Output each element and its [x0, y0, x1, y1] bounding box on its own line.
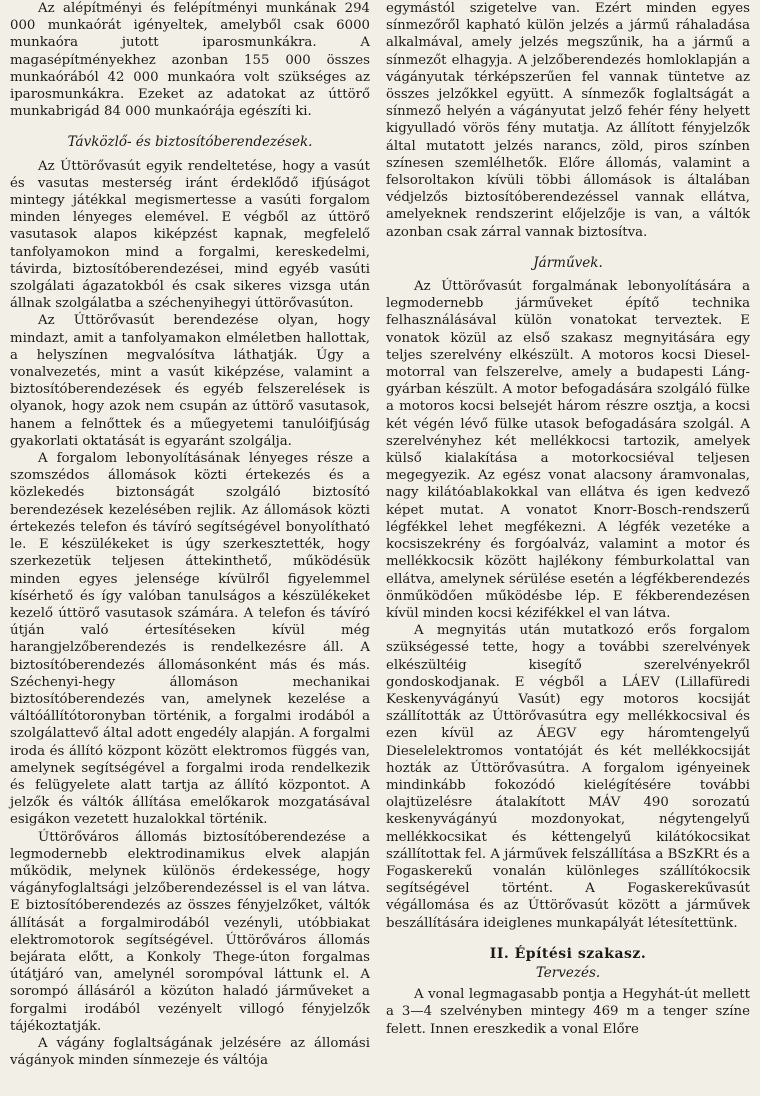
left-column [10, 0, 370, 1069]
part-title: II. Építési szakasz. [489, 945, 647, 962]
continued-paragraph: egymástól szigetelve van. Ezért minden egyes sínmezőről kapható külön jelzés a jármű ráhaladása alkalmával, amely jelzés megszűnik, ha a jármű a sínmezőt elhagyja. A jelzőberendezés homloklapján a vágányutak térképszerűen fel vannak tüntetve az összes jelzőkkel együtt. A sínmezők foglaltságát a sínmező helyén a vágányutat jelző fehér fény helyett kigyulladó vörös fény mutatja. Az állított fényjelzők által mutatott jelzés narancs, zöld, piros színben színesen szemlélhetők. Előre állomás, valamint a felsoroltakon kívüli többi állomások is általában védjelzős biztosítóberendezéssel vannak ellátva, amelyeknek rendszerint előjelzője is van, a váltók azonban csak zárral vannak biztosítva. [386, 1, 750, 240]
paragraph: Az Úttörővasút berendezése olyan, hogy mindazt, amit a tanfolyamakon elméletben hallottak, a helyszínen megvalósítva láthatják. Úgy a vonalvezetés, mint a vasút kiképzése, valamint a biztosítóberendezések és egyéb felszerelések is olyanok, hogy azok nem csupán az úttörő vasutasok, hanem a felnőttek és a műegyetemi tanulóifjúság gyakorlati oktatását is egyaránt szolgálja. [10, 313, 370, 449]
paragraph: Az Úttörővasút egyik rendeltetése, hogy a vasút és vasutas mesterség iránt érdeklődő ifjúságot mintegy játékkal megismertesse a vasúti forgalom minden lényeges elemével. E végből az úttörő vasutasok alapos kiképzést kapnak, megfelelő tanfolyamokon mind a forgalmi, kereskedelmi, távirda, biztosítóberendezései, mind egyéb vasúti szolgálati ágazatokból és csak sikeres vizsga után állnak szolgálatba a széchenyihegyi úttörővasúton. [10, 158, 370, 312]
final-paragraph: A vonal legmagasabb pontja a Hegyhát-út mellett a 3—4 szelvényben mintegy 469 m a tenger színe felett. Innen ereszkedik a vonal Előre [386, 987, 750, 1037]
right-column [386, 0, 750, 1038]
paragraph: A forgalom lebonyolításának lényeges része a szomszédos állomások közti értekezés és a közlekedés biztonságát szolgáló biztosító berendezések kezelésében rejlik. Az állomások közti értekezés telefon és távíró segítségével bonyolítható le. E készülékeket is úgy szerkesztették, hogy szerkezetük teljesen áttekinthető, működésük minden egyes jelensége kívülről figyelemmel kísérhető és így valóban tanulságos a készülékeket kezelő úttörő vasutasok számára. A telefon és távíró útján való értesítéseken kívül még harangjelzőberendezés is rendelkezésre áll. A biztosítóberendezés állomásonként más és más. Széchenyi-hegy állomáson mechanikai biztosítóberendezés van, amelynek kezelése a váltóállítótoronyban történik, a forgalmi irodából a szolgálattevő által adott engedély alapján. A forgalmi iroda és állító központ között elektromos függés van, amelynek segítségével a forgalmi iroda rendelkezik és felügyelete alatt tartja az állító központot. A jelzők és váltók állítása emelőkarok mozgatásával esigákon vezetett huzalokkal történik. [10, 451, 370, 828]
subsection-title: Tervezés. [535, 964, 601, 981]
section-title-telecom: Távközlő- és biztosítóberendezések. [67, 134, 313, 151]
intro-paragraph: Az alépítményi és felépítményi munkának 294 000 munkaórát igényeltek, amelyből csak 6000 munkaóra jutott iparosmunkákra. A magasépítményekhez azonban 155 000 összes munkaórából 42 000 munkaóra volt szükséges az iparosmunkákra. Ezeket az adatokat az úttörő munkabrigád 84 000 munkaórája egészíti ki. [10, 1, 370, 120]
paragraph: Úttörőváros állomás biztosítóberendezése a legmodernebb elektrodinamikus elvek alapján működik, melynek különös érdekessége, hogy vágányfoglaltsági jelzőberendezéssel is el van látva. E biztosítóberendezés az összes fényjelzőket, váltók állítását a forgalmirodából vezényli, utóbbiakat elektromotorok segítségével. Úttörőváros állomás bejárata előtt, a Konkoly Thege-úton forgalmas útátjáró van, amelynél sorompóval láttunk el. A sorompó állásáról a közúton haladó járműveket a forgalmi irodából vezényelt villogó fényjelzők tájékoztatják. [10, 829, 370, 1034]
section-title-vehicles: Járművek. [533, 254, 603, 271]
paragraph: A vágány foglaltságának jelzésére az állomási vágányok minden sínmezeje és váltója [10, 1035, 370, 1069]
paragraph: Az Úttörővasút forgalmának lebonyolítására a legmodernebb járműveket építő technika felhasználásával külön vonatokat terveztek. E vonatok közül az első szakasz megnyitására egy teljes szerelvény elkészült. A motoros kocsi Diesel-motorral van felszerelve, amely a budapesti Láng-gyárban készült. A motor befogadására szolgáló fülke a motoros kocsi belsejét három részre osztja, a kocsi két végén lévő fülke utasok befogadására szolgál. A szerelvényhez két mellékkocsi tartozik, amelyek külső kialakítása a motorkocsiéval teljesen megegyezik. Az egész vonat alacsony áramvonalas, nagy kilátóablakokkal van ellátva és igen kedvező képet mutat. A vonatot Knorr-Bosch-rendszerű légfékkel lehet megfékezni. A légfék vezetéke a kocsiszekrény és forgóalváz, valamint a motor és mellékkocsik között hajlékony fémburkolattal van ellátva, amelynek sérülése esetén a légfékberendezés önműködően működésbe lép. E fékberendezésen kívül minden kocsi kézifékkel el van látva. [386, 279, 750, 621]
paragraph: A megnyitás után mutatkozó erős forgalom szükségessé tette, hogy a további szerelvények elkészültéig kisegítő szerelvényekről gondoskodjanak. E végből a LÁEV (Lillafüredi Keskenyvágányú Vasút) egy motoros kocsiját szállították az Úttörővasútra egy mellékkocsival és ezen kívül az ÁEGV egy háromtengelyű Dieselelektromos vontatóját és két mellékkocsiját hozták az Úttörővasútra. A forgalom igényeinek mindinkább fokozódó kielégítésére további olajtüzelésre átalakított MÁV 490 sorozatú keskenyvágányú mozdonyokat, négytengelyű mellékkocsikat és kéttengelyű kilátókocsikat szállítottak fel. A járművek felszállítása a BSzKRt és a Fogaskerekű vonalán különleges szállítókocsik segítségével történt. A Fogaskerekűvasút végállomása és az Úttörővasút között a járművek beszállítására ideiglenes munkapályát létesítettünk. [386, 623, 750, 931]
